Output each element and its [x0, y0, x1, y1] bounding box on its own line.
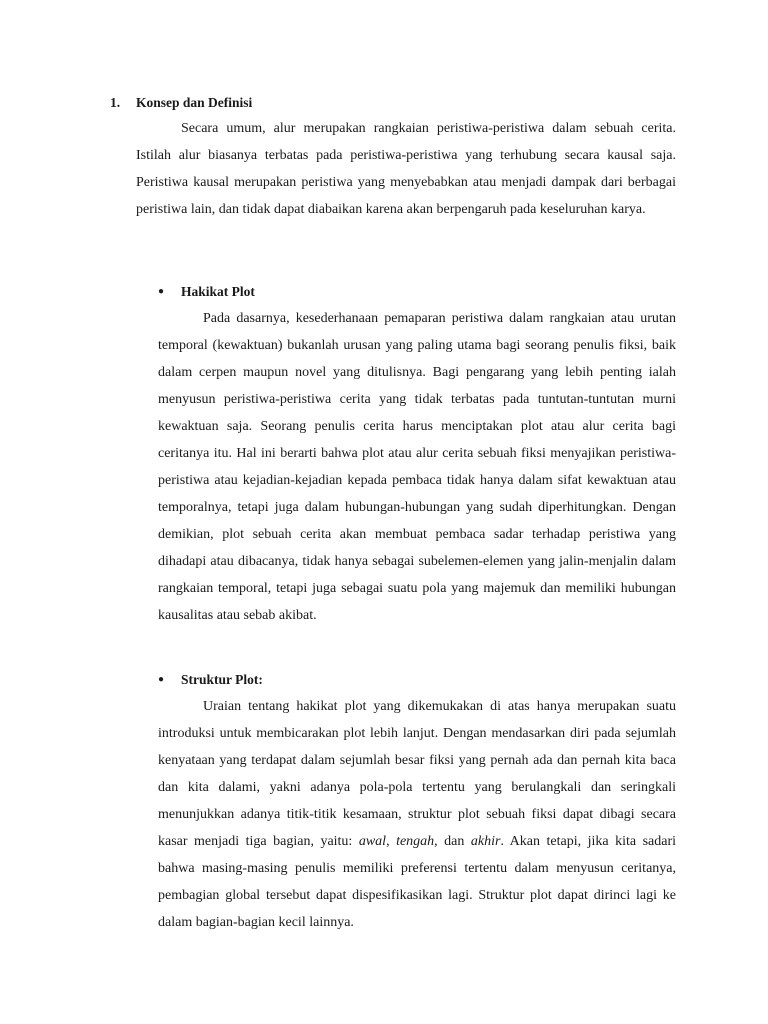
hakikat-paragraph-text: Pada dasarnya, kesederhanaan pemaparan peristiwa dalam rangkaian atau urutan temporal (kewaktuan) bukanlah urusan yang paling utama bagi seorang penulis fiksi, baik dalam cerpen maupun novel yang ditulisnya. Bagi pengarang yang lebih penting ialah menyusun peristiwa-peristiwa cerita yang tidak terbatas pada tuntutan-tuntutan murni kewaktuan saja. Seorang penulis cerita harus menciptakan plot atau alur cerita bagi ceritanya itu. Hal ini berarti bahwa plot atau alur cerita sebuah fiksi menyajikan peristiwa-peristiwa atau kejadian-kejadian kepada pembaca tidak hanya dalam sifat kewaktuan atau temporalnya, tetapi juga dalam hubungan-hubungan yang sudah diperhitungkan. Dengan demikian, plot sebuah cerita akan membuat pembaca sadar terhadap peristiwa yang dihadapi atau dibacanya, tidak hanya sebagai subelemen-elemen yang jalin-menjalin dalam rangkaian temporal, tetapi juga sebagai suatu pola yang majemuk dan memiliki hubungan kausalitas atau sebab akibat.: [158, 311, 676, 623]
struktur-title: Struktur Plot:: [181, 672, 263, 687]
hakikat-paragraph: [158, 305, 676, 629]
struktur-paragraph: [158, 693, 676, 936]
struktur-bullet: ●: [158, 674, 165, 685]
section-paragraph: [136, 115, 676, 223]
section-paragraph-text: Secara umum, alur merupakan rangkaian peristiwa-peristiwa dalam sebuah cerita. Istilah alur biasanya terbatas pada peristiwa-peristiwa yang terhubung secara kausal saja. Peristiwa kausal merupakan peristiwa yang menyebabkan atau menjadi dampak dari berbagai peristiwa lain, dan tidak dapat diabaikan karena akan berpengaruh pada keseluruhan karya.: [136, 121, 676, 217]
hakikat-bullet: ●: [158, 286, 165, 297]
struktur-paragraph-part2: . Akan tetapi, jika kita sadari bahwa masing-masing penulis memiliki preferensi tertentu dalam menyusun ceritanya, pembagian global tersebut dapat dispesifikasikan lagi. Struktur plot dapat dirinci lagi ke dalam bagian-bagian kecil lainnya.: [158, 834, 677, 930]
struktur-paragraph-part1: Uraian tentang hakikat plot yang dikemukakan di atas hanya merupakan suatu introduksi untuk membicarakan plot lebih lanjut. Dengan mendasarkan diri pada sejumlah kenyataan yang terdapat dalam sejumlah besar fiksi yang pernah ada dan pernah kita baca dan kita dalami, yakni adanya pola-pola tertentu yang berulangkali dan seringkali menunjukkan adanya titik-titik kesamaan, struktur plot sebuah fiksi dapat dibagi secara kasar menjadi tiga bagian, yaitu:: [158, 699, 676, 849]
term-akhir: akhir: [470, 834, 501, 849]
hakikat-title: Hakikat Plot: [181, 284, 255, 299]
section-number: 1.: [110, 95, 121, 110]
term-awal: awal: [358, 834, 387, 849]
separator-1: ,: [386, 834, 397, 849]
separator-2: , dan: [434, 834, 471, 849]
term-tengah: tengah: [396, 834, 435, 849]
section-title: Konsep dan Definisi: [136, 95, 253, 110]
